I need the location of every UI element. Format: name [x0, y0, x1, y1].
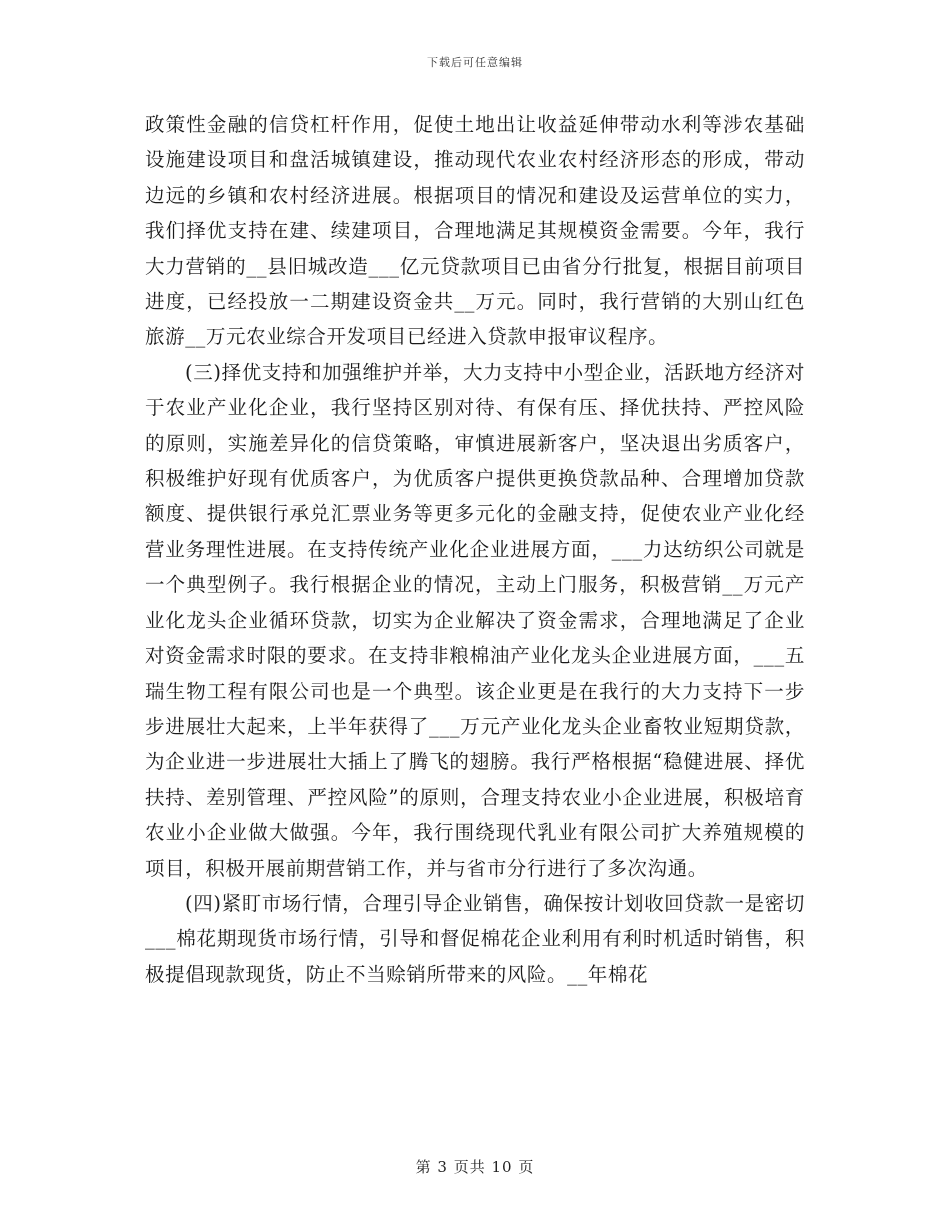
body-paragraph-1: 政策性金融的信贷杠杆作用，促使土地出让收益延伸带动水利等涉农基础设施建设项目和盘活城镇建设，推动现代农业农村经济形态的形成，带动边远的乡镇和农村经济进展。根据项目的情况和建设及运营单位的实力，我们择优支持在建、续建项目，合理地满足其规模资金需要。今年，我行大力营销的__县旧城改造___亿元贷款项目已由省分行批复，根据目前项目进度，已经投放一二期建设资金共__万元。同时，我行营销的大别山红色旅游__万元农业综合开发项目已经进入贷款申报审议程序。 [145, 113, 805, 349]
page-header-note: 下载后可任意编辑 [427, 56, 523, 69]
body-paragraph-2: (三)择优支持和加强维护并举，大力支持中小型企业，活跃地方经济对于农业产业化企业，我行坚持区别对待、有保有压、择优扶持、严控风险的原则，实施差异化的信贷策略，审慎进展新客户，坚决退出劣质客户，积极维护好现有优质客户，为优质客户提供更换贷款品种、合理增加贷款额度、提供银行承兑汇票业务等更多元化的金融支持，促使农业产业化经营业务理性进展。在支持传统产业化企业进展方面，___力达纺织公司就是一个典型例子。我行根据企业的情况，主动上门服务，积极营销__万元产业化龙头企业循环贷款，切实为企业解决了资金需求，合理地满足了企业对资金需求时限的要求。在支持非粮棉油产业化龙头企业进展方面，___五瑞生物工程有限公司也是一个典型。该企业更是在我行的大力支持下一步步进展壮大起来，上半年获得了___万元产业化龙头企业畜牧业短期贷款，为企业进一步进展壮大插上了腾飞的翅膀。我行严格根据“稳健进展、择优扶持、差别管理、严控风险”的原则，合理支持农业小企业进展，积极培育农业小企业做大做强。今年，我行围绕现代乳业有限公司扩大养殖规模的项目，积极开展前期营销工作，并与省市分行进行了多次沟通。 [145, 360, 805, 880]
document-body [145, 107, 805, 992]
body-paragraph-3: (四)紧盯市场行情，合理引导企业销售，确保按计划收回贷款一是密切___棉花期现货市场行情，引导和督促棉花企业利用有利时机适时销售，积极提倡现款现货，防止不当赊销所带来的风险。__年棉花 [145, 891, 805, 986]
page-number-footer: 第 3 页共 10 页 [415, 1158, 535, 1176]
